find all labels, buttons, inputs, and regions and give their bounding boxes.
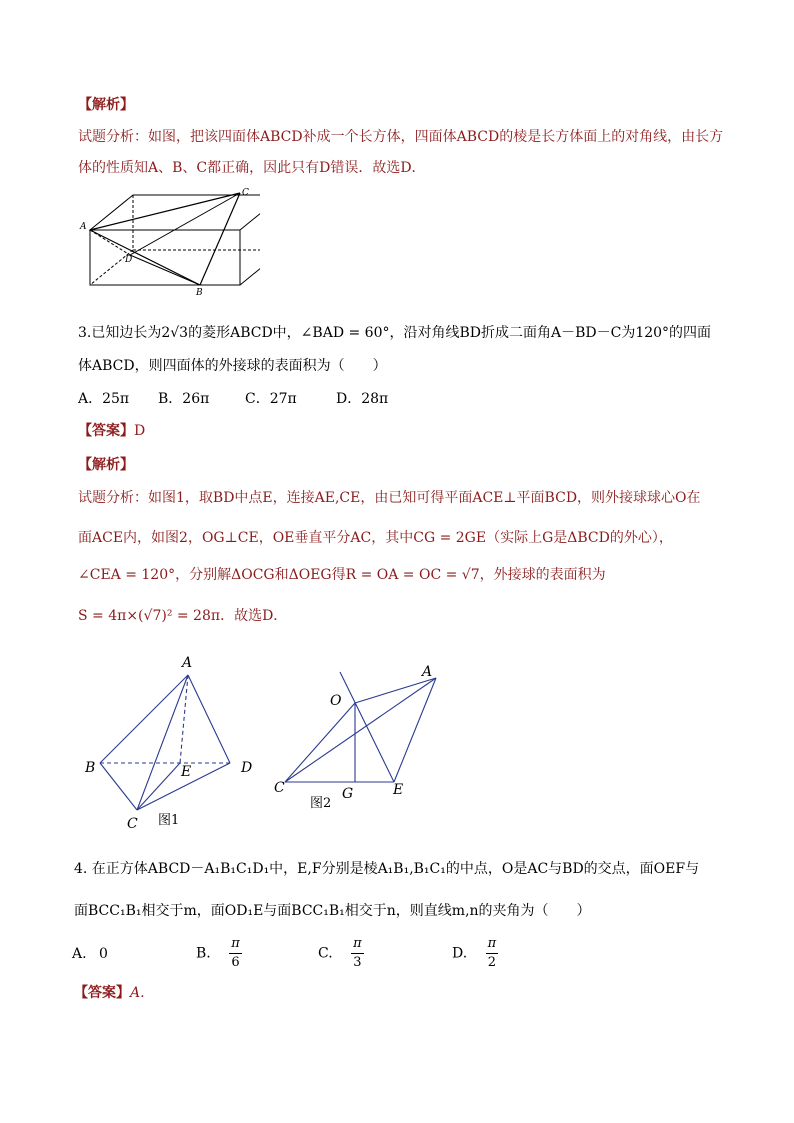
answer-value: D <box>134 423 146 439</box>
answer-row <box>74 982 145 1002</box>
fig1-caption: 图1 <box>158 813 180 828</box>
option-b: B．26π <box>158 391 210 407</box>
edge-db <box>130 255 200 285</box>
edge-cb <box>200 193 240 285</box>
option-a: A. 0 <box>72 946 108 962</box>
analysis-line: 体的性质知A、B、C都正确，因此只有D错误．故选D． <box>78 160 426 176</box>
analysis-line: ∠CEA = 120°，分别解ΔOCG和ΔOEG得R = OA = OC = √7，外接球的表面积为 <box>78 567 606 583</box>
cuboid-figure <box>70 185 260 300</box>
question-stem: 4. 在正方体ABCD－A₁B₁C₁D₁中，E,F分别是棱A₁B₁,B₁C₁的中点，O是AC与BD的交点，面OEF与 <box>74 861 700 877</box>
question-stem: 面BCC₁B₁相交于m，面OD₁E与面BCC₁B₁相交于n，则直线m,n的夹角为（ ） <box>74 903 591 919</box>
analysis-line: 试题分析：如图1，取BD中点E，连接AE,CE，由已知可得平面ACE⊥平面BCD，则外接球球心O在 <box>78 490 701 506</box>
fig1-label-b: B <box>85 760 96 776</box>
fig1-label-c: C <box>127 816 138 832</box>
fig2-caption: 图2 <box>310 796 332 810</box>
label-b: B <box>196 288 203 298</box>
figure-1-tetrahedron <box>80 650 270 835</box>
analysis-tag: 【解析】 <box>78 457 134 473</box>
fig2-label-e: E <box>393 782 404 798</box>
fig2-label-o: O <box>330 693 342 709</box>
answer-tag: 【答案】 <box>78 423 134 439</box>
option-d: D．28π <box>336 391 389 407</box>
option-c: C. $\frac{\pi}{3}$ <box>318 936 362 970</box>
option-c: C．27π <box>245 391 297 407</box>
analysis-line: 面ACE内，如图2，OG⊥CE，OE垂直平分AC，其中CG = 2GE（实际上G是ΔBCD的外心）， <box>78 530 673 546</box>
cuboid-front-face <box>90 230 240 285</box>
option-b: B. $\frac{\pi}{6}$ <box>196 936 240 970</box>
label-c: C <box>242 188 249 198</box>
option-a: A．25π <box>78 391 130 407</box>
edge-dc <box>130 193 240 255</box>
fig1-label-a: A <box>182 655 193 671</box>
fig1-label-d: D <box>241 760 253 776</box>
question-stem: 体ABCD，则四面体的外接球的表面积为（ ） <box>78 358 387 374</box>
fig2-label-g: G <box>342 786 354 802</box>
analysis-line: 试题分析：如图，把该四面体ABCD补成一个长方体，四面体ABCD的棱是长方体面上的对角线，由长方 <box>78 129 724 145</box>
answer-value: A. <box>130 985 145 1001</box>
answer-tag: 【答案】 <box>74 985 130 1001</box>
question-stem: 3.已知边长为2√3的菱形ABCD中，∠BAD = 60°，沿对角线BD折成二面角A－BD－C为120°的四面 <box>78 325 712 341</box>
edge-ab <box>90 230 200 285</box>
fig2-label-c: C <box>274 780 285 796</box>
option-d: D. $\frac{\pi}{2}$ <box>452 936 497 970</box>
label-d: D <box>125 255 133 265</box>
label-a: A <box>80 222 87 232</box>
fig1-label-e: E <box>181 764 192 780</box>
fig2-label-a: A <box>422 664 433 680</box>
figure-2-section <box>270 660 450 810</box>
analysis-line: S = 4π×(√7)² = 28π．故选D． <box>78 608 288 624</box>
answer-row <box>78 420 145 440</box>
analysis-tag: 【解析】 <box>78 97 134 113</box>
